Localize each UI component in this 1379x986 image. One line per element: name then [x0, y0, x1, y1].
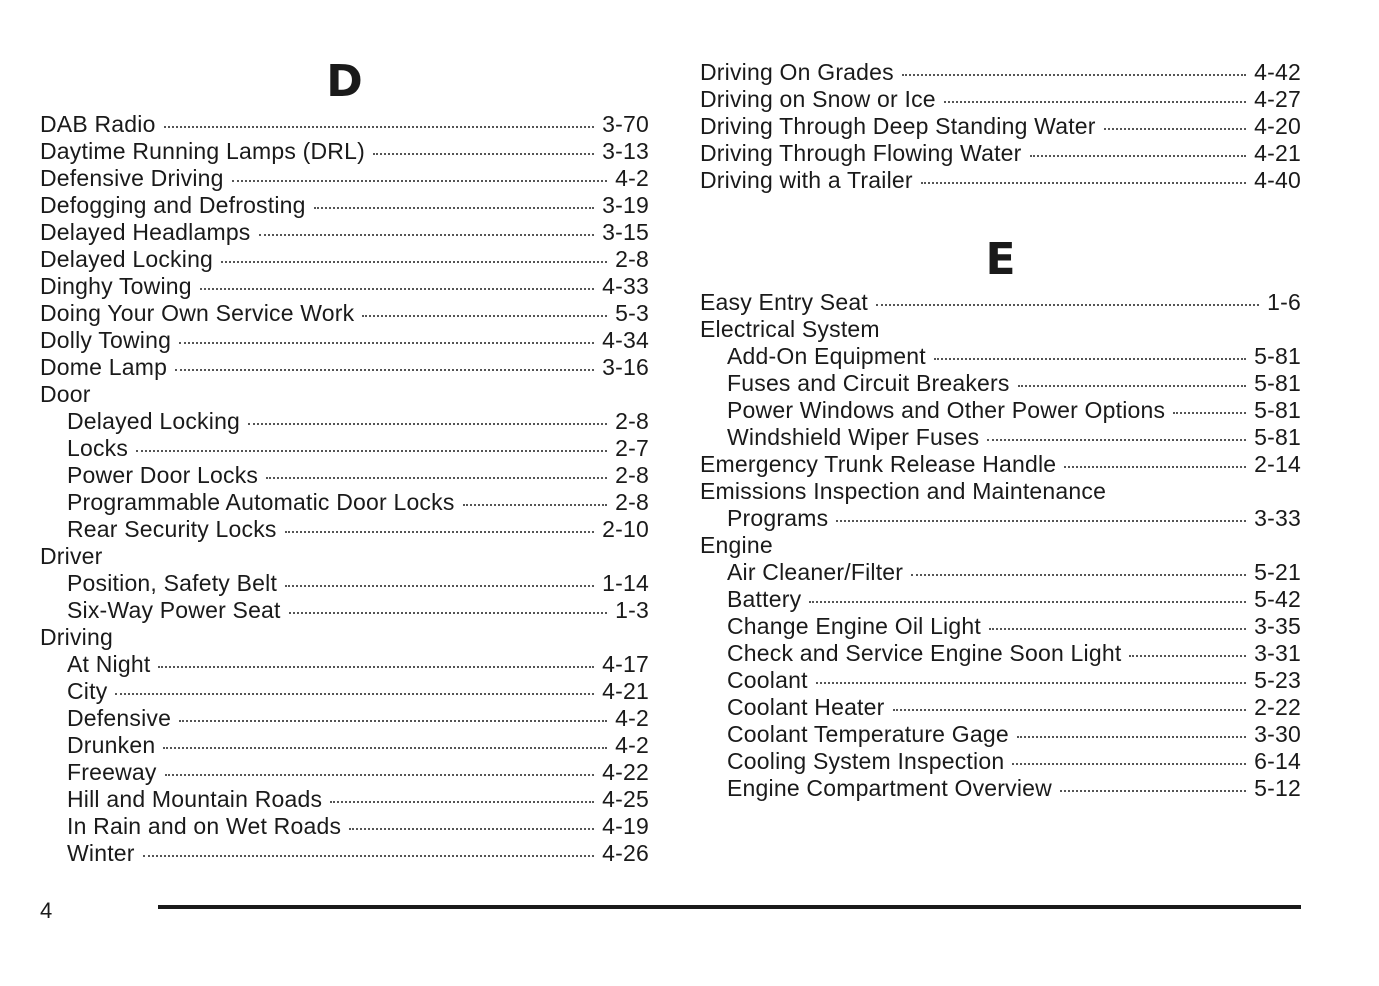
entry-label: Driving On Grades — [700, 59, 894, 85]
dot-leader — [944, 101, 1246, 103]
entry-page: 1-14 — [602, 570, 649, 596]
entry-label: Power Windows and Other Power Options — [727, 397, 1166, 423]
entry-label: Rear Security Locks — [67, 516, 277, 542]
index-entry — [40, 192, 649, 219]
index-entry — [40, 273, 649, 300]
index-entry — [40, 381, 649, 408]
entry-page: 5-81 — [1254, 343, 1301, 369]
dot-leader — [285, 585, 594, 587]
index-entry — [40, 300, 649, 327]
footer-rule — [158, 905, 1301, 909]
entry-page: 2-8 — [615, 408, 649, 434]
entry-page: 4-25 — [602, 786, 649, 812]
entry-label: Locks — [67, 435, 129, 461]
index-subentry — [40, 705, 649, 732]
entry-label: Coolant Heater — [727, 694, 885, 720]
index-entry — [40, 624, 649, 651]
dot-leader — [143, 855, 595, 857]
entry-label: Defogging and Defrosting — [40, 192, 306, 218]
index-entry — [700, 140, 1301, 167]
dot-leader — [1017, 736, 1246, 738]
index-subentry — [40, 489, 649, 516]
index-entry — [700, 451, 1301, 478]
entry-page: 4-40 — [1254, 167, 1301, 193]
index-entry — [700, 86, 1301, 113]
index-subentry — [40, 570, 649, 597]
index-subentry — [700, 370, 1301, 397]
entry-label: Cooling System Inspection — [727, 748, 1005, 774]
entry-label: Driving Through Flowing Water — [700, 140, 1022, 166]
dot-leader — [921, 182, 1246, 184]
entry-label: Driving — [40, 624, 113, 650]
entry-page: 2-8 — [615, 489, 649, 515]
index-subentry — [700, 505, 1301, 532]
dot-leader — [266, 477, 607, 479]
entry-page: 3-35 — [1254, 613, 1301, 639]
dot-leader — [221, 261, 607, 263]
entry-label: Battery — [727, 586, 802, 612]
dot-leader — [163, 747, 607, 749]
entry-page: 5-42 — [1254, 586, 1301, 612]
index-subentry — [40, 759, 649, 786]
index-subentry — [700, 721, 1301, 748]
dot-leader — [136, 450, 607, 452]
entry-page: 3-16 — [602, 354, 649, 380]
page-number: 4 — [40, 898, 53, 923]
entry-page: 4-34 — [602, 327, 649, 353]
entry-label: Windshield Wiper Fuses — [727, 424, 980, 450]
entry-label: City — [67, 678, 108, 704]
entry-label: Engine — [700, 532, 773, 558]
dot-leader — [876, 304, 1259, 306]
dot-leader — [902, 74, 1246, 76]
section-letter-d: D — [326, 56, 363, 107]
index-subentry — [700, 775, 1301, 802]
entry-page: 4-42 — [1254, 59, 1301, 85]
dot-leader — [1064, 466, 1246, 468]
index-entry — [700, 289, 1301, 316]
entry-page: 1-6 — [1267, 289, 1301, 315]
entry-label: Change Engine Oil Light — [727, 613, 981, 639]
entry-label: Dinghy Towing — [40, 273, 192, 299]
index-subentry — [40, 408, 649, 435]
entry-page: 5-21 — [1254, 559, 1301, 585]
dot-leader — [1060, 790, 1246, 792]
entry-page: 2-7 — [615, 435, 649, 461]
entry-label: In Rain and on Wet Roads — [67, 813, 342, 839]
dot-leader — [816, 682, 1246, 684]
entry-label: Air Cleaner/Filter — [727, 559, 904, 585]
index-subentry — [700, 640, 1301, 667]
dot-leader — [179, 342, 594, 344]
index-entry — [40, 138, 649, 165]
index-subentry — [700, 586, 1301, 613]
index-subentry — [40, 651, 649, 678]
entry-page: 6-14 — [1254, 748, 1301, 774]
index-entry — [40, 246, 649, 273]
entry-page: 4-26 — [602, 840, 649, 866]
entry-page: 4-2 — [615, 705, 649, 731]
entry-page: 3-30 — [1254, 721, 1301, 747]
dot-leader — [911, 574, 1246, 576]
dot-leader — [1129, 655, 1246, 657]
entry-label: Daytime Running Lamps (DRL) — [40, 138, 365, 164]
dot-leader — [893, 709, 1247, 711]
entry-page: 3-15 — [602, 219, 649, 245]
section-letter-e: E — [985, 234, 1016, 285]
entry-label: Fuses and Circuit Breakers — [727, 370, 1010, 396]
index-subentry — [40, 516, 649, 543]
entry-page: 5-81 — [1254, 424, 1301, 450]
dot-leader — [232, 180, 608, 182]
entry-page: 3-70 — [602, 111, 649, 137]
entry-page: 1-3 — [615, 597, 649, 623]
entry-page: 2-10 — [602, 516, 649, 542]
index-entry — [700, 113, 1301, 140]
index-entry — [700, 478, 1301, 505]
index-entry — [40, 327, 649, 354]
dot-leader — [1018, 385, 1247, 387]
index-entry — [40, 354, 649, 381]
entry-label: Programmable Automatic Door Locks — [67, 489, 455, 515]
dot-leader — [349, 828, 594, 830]
entry-label: Hill and Mountain Roads — [67, 786, 323, 812]
entry-page: 2-8 — [615, 462, 649, 488]
entry-label: Engine Compartment Overview — [727, 775, 1052, 801]
index-entry — [40, 219, 649, 246]
entry-label: Driving with a Trailer — [700, 167, 913, 193]
entry-label: Dolly Towing — [40, 327, 172, 353]
dot-leader — [248, 423, 607, 425]
entry-label: DAB Radio — [40, 111, 156, 137]
index-entry — [700, 167, 1301, 194]
dot-leader — [463, 504, 608, 506]
index-subentry — [700, 694, 1301, 721]
entry-label: Defensive Driving — [40, 165, 224, 191]
entry-label: Defensive — [67, 705, 172, 731]
entry-label: Power Door Locks — [67, 462, 259, 488]
index-subentry — [700, 667, 1301, 694]
entry-label: Emissions Inspection and Maintenance — [700, 478, 1107, 504]
entry-label: Six-Way Power Seat — [67, 597, 281, 623]
entry-label: Doing Your Own Service Work — [40, 300, 355, 326]
entry-page: 4-20 — [1254, 113, 1301, 139]
entry-label: Position, Safety Belt — [67, 570, 278, 596]
entry-label: Driving on Snow or Ice — [700, 86, 936, 112]
index-subentry — [40, 678, 649, 705]
entry-page: 5-23 — [1254, 667, 1301, 693]
dot-leader — [1173, 412, 1246, 414]
entry-page: 2-22 — [1254, 694, 1301, 720]
entry-label: Winter — [67, 840, 135, 866]
entry-label: Door — [40, 381, 91, 407]
dot-leader — [989, 628, 1246, 630]
index-subentry — [700, 613, 1301, 640]
entry-page: 4-22 — [602, 759, 649, 785]
dot-leader — [934, 358, 1246, 360]
entry-page: 5-81 — [1254, 397, 1301, 423]
index-entry — [700, 59, 1301, 86]
index-subentry — [700, 397, 1301, 424]
index-entry — [40, 165, 649, 192]
dot-leader — [164, 126, 595, 128]
dot-leader — [987, 439, 1246, 441]
dot-leader — [362, 315, 607, 317]
index-subentry — [40, 813, 649, 840]
entry-page: 3-13 — [602, 138, 649, 164]
entry-label: Emergency Trunk Release Handle — [700, 451, 1057, 477]
index-list-e — [700, 289, 1301, 802]
index-subentry — [40, 462, 649, 489]
dot-leader — [314, 207, 595, 209]
dot-leader — [158, 666, 594, 668]
index-subentry — [40, 786, 649, 813]
index-subentry — [40, 732, 649, 759]
dot-leader — [200, 288, 594, 290]
dot-leader — [175, 369, 594, 371]
entry-label: Driving Through Deep Standing Water — [700, 113, 1096, 139]
dot-leader — [259, 234, 595, 236]
index-list-d-continued — [700, 59, 1301, 194]
index-subentry — [40, 435, 649, 462]
entry-label: Add-On Equipment — [727, 343, 926, 369]
dot-leader — [115, 693, 594, 695]
entry-page: 2-8 — [615, 246, 649, 272]
dot-leader — [373, 153, 594, 155]
entry-page: 3-33 — [1254, 505, 1301, 531]
dot-leader — [1104, 128, 1247, 130]
index-subentry — [700, 748, 1301, 775]
dot-leader — [809, 601, 1246, 603]
entry-label: Electrical System — [700, 316, 880, 342]
index-subentry — [700, 424, 1301, 451]
entry-page: 4-33 — [602, 273, 649, 299]
index-subentry — [40, 597, 649, 624]
dot-leader — [289, 612, 608, 614]
entry-label: Drunken — [67, 732, 156, 758]
dot-leader — [1012, 763, 1246, 765]
entry-label: Delayed Headlamps — [40, 219, 251, 245]
entry-label: Check and Service Engine Soon Light — [727, 640, 1122, 666]
entry-page: 5-81 — [1254, 370, 1301, 396]
entry-page: 4-21 — [602, 678, 649, 704]
dot-leader — [836, 520, 1246, 522]
entry-page: 4-21 — [1254, 140, 1301, 166]
entry-page: 3-19 — [602, 192, 649, 218]
entry-page: 4-2 — [615, 732, 649, 758]
entry-label: Freeway — [67, 759, 157, 785]
entry-page: 5-12 — [1254, 775, 1301, 801]
entry-label: Coolant — [727, 667, 808, 693]
dot-leader — [165, 774, 595, 776]
entry-page: 5-3 — [615, 300, 649, 326]
entry-label: Driver — [40, 543, 103, 569]
index-subentry — [40, 840, 649, 867]
entry-label: Easy Entry Seat — [700, 289, 868, 315]
index-entry — [40, 543, 649, 570]
entry-page: 4-2 — [615, 165, 649, 191]
index-entry — [700, 532, 1301, 559]
index-entry — [40, 111, 649, 138]
entry-label: Coolant Temperature Gage — [727, 721, 1009, 747]
index-subentry — [700, 559, 1301, 586]
entry-label: Dome Lamp — [40, 354, 168, 380]
entry-label: Delayed Locking — [40, 246, 214, 272]
dot-leader — [1030, 155, 1247, 157]
dot-leader — [285, 531, 595, 533]
entry-label: Delayed Locking — [67, 408, 241, 434]
entry-page: 3-31 — [1254, 640, 1301, 666]
dot-leader — [330, 801, 594, 803]
dot-leader — [179, 720, 607, 722]
index-entry — [700, 316, 1301, 343]
entry-page: 4-17 — [602, 651, 649, 677]
entry-page: 4-27 — [1254, 86, 1301, 112]
index-list-d — [40, 111, 649, 867]
entry-page: 4-19 — [602, 813, 649, 839]
index-subentry — [700, 343, 1301, 370]
entry-page: 2-14 — [1254, 451, 1301, 477]
entry-label: Programs — [727, 505, 829, 531]
entry-label: At Night — [67, 651, 151, 677]
